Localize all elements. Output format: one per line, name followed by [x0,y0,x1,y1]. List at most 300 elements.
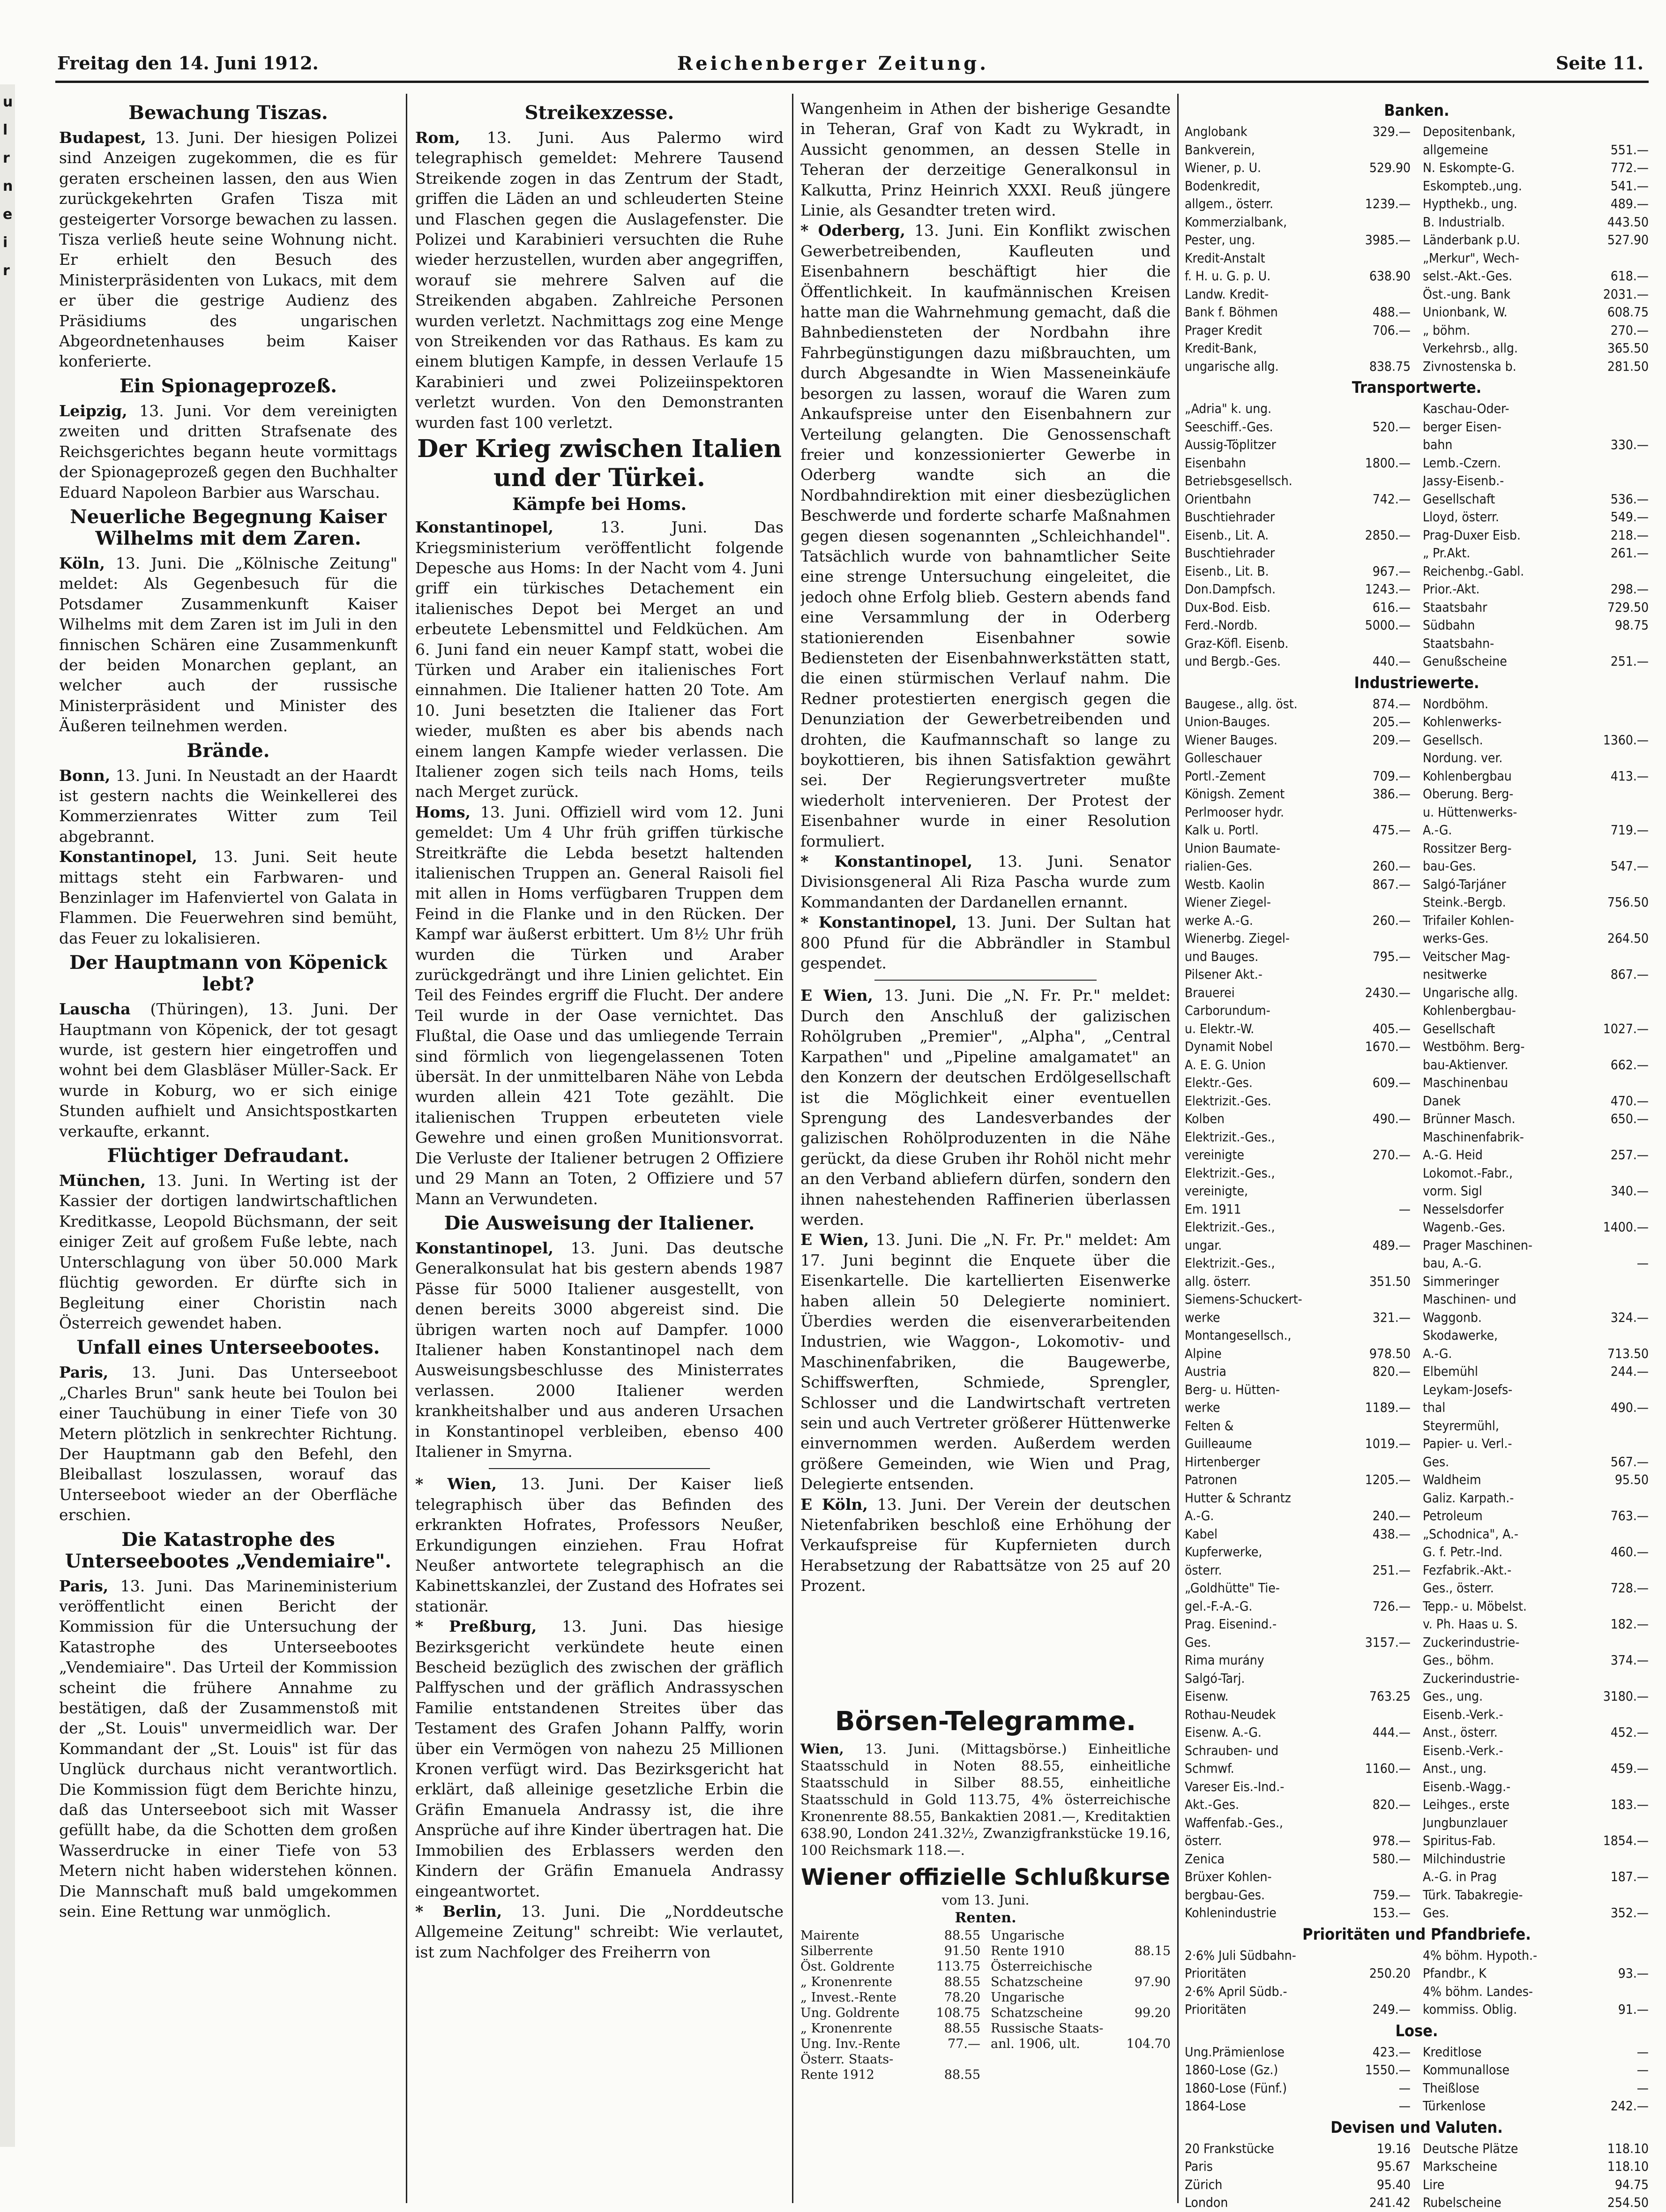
quote-name: Eisenb., Lit. B. [1185,563,1269,579]
quote-name: Königsh. Zement [1185,786,1285,802]
quote-name: u. Hüttenwerks- [1423,804,1517,820]
quote-row [1185,1345,1411,1363]
boerse-title: Börsen-Telegramme. [835,1706,1136,1737]
quote-name: Trifailer Kohlen- [1423,912,1514,928]
quote-row [1423,2043,1649,2062]
article-dateline: * Konstantinopel, [800,852,973,871]
quote-value: 616.— [1372,599,1411,615]
quote-row [1423,526,1649,545]
quote-name: Aussig-Töplitzer [1185,437,1277,452]
renten-heading: Renten. [955,1910,1016,1926]
quote-value: 520.— [1372,419,1411,435]
quote-value: 205.— [1372,714,1411,729]
quote-name: Hirtenberger [1185,1454,1260,1470]
quote-row [1185,1146,1411,1164]
quote-value: 104.70 [1126,2037,1171,2051]
quote-name: vorm. Sigl [1423,1183,1482,1199]
quote-row [1185,1579,1411,1597]
margin-letter: i [3,234,8,251]
quote-row [1423,2061,1649,2079]
quote-row [1185,562,1411,581]
quote-row [1185,1309,1411,1327]
quote-name: allg. österr. [1185,1273,1251,1289]
quote-value: 536.— [1610,491,1649,507]
quote-name: Buschtiehrader [1185,509,1275,525]
quote-value: 1670.— [1365,1039,1411,1054]
quote-value: 374.— [1610,1652,1649,1668]
quote-name: Oberung. Berg- [1423,786,1514,802]
quote-row [1423,490,1649,509]
quote-row [1423,1002,1649,1020]
quote-name: Kohlenbergbau [1423,768,1512,784]
quote-name: Lloyd, österr. [1423,509,1499,525]
quote-value: 182.— [1610,1616,1649,1632]
quote-value: 729.50 [1607,599,1649,615]
article-dateline: E Köln, [800,1495,868,1514]
article-paragraph [800,985,1171,1230]
quote-name: Berg- u. Hütten- [1185,1381,1280,1397]
article-text: 13. Juni. Die „N. Fr. Pr." meldet: Durch den Anschluß der galizischen Rohölgruben „Premier", „Alpha", „Central Karpathen" und „Pipeline amalgamatet" an den Konzern der deutschen Erdölgesellschaft ist die Möglichkeit einer eventuellen Sprengung des Landesverbandes der galizischen Rohölproduzenten in die Nähe gerückt, da diese Gruben ihr Rohöl nicht mehr an den Verband abliefern dürfen, sondern den ihnen nahestehenden Raffinerien überlassen werden. [800,986,1171,1229]
quote-name: Ung. Goldrente [800,2006,900,2020]
quote-row [1423,580,1649,599]
quote-value: 209.— [1372,732,1411,748]
quote-row [1185,1543,1411,1561]
quote-value: 978.50 [1369,1345,1411,1361]
quote-name: Kalk u. Portl. [1185,822,1259,838]
quote-row [1185,1290,1411,1309]
quote-name: Kohlenwerks- [1423,714,1502,729]
quote-row [1185,1760,1411,1778]
quote-value: 489.— [1610,196,1649,211]
article-dateline: E Wien, [800,1230,869,1249]
quote-value: 329.— [1372,124,1411,139]
quote-row [1185,123,1411,141]
quote-name: Steink.-Bergb. [1423,894,1506,910]
quote-name: A.-G. [1185,1508,1214,1523]
quote-value: 1189.— [1365,1400,1411,1415]
quote-row [1185,1200,1411,1219]
article-text: 13. Juni. Offiziell wird vom 12. Juni gemeldet: Um 4 Uhr früh griffen türkische Streitkräfte die Lebda besetzt haltenden italienischen Truppen an. General Raisoli fiel mit allen in Homs verfügbaren Truppen dem Feind in die Flanke und in den Rücken. Der Kampf war äußerst erbittert. Um 8½ Uhr früh wurden die Türken und Araber zurückgedrängt und ihre Linien gelichtet. Ein Teil des Feindes ergriff die Flucht. Der andere Teil wurde in der Oase vernichtet. Das Flußtal, die Oase und das umliegende Terrain sind förmlich von liegengelassenen Toten übersät. In der unmittelbaren Nähe von Lebda wurden allein 421 Tote gezählt. Die italienischen Truppen erbeuteten viele Gewehre und einen großen Munitionsvorrat. Die Verluste der Italiener betrugen 2 Offiziere und 29 Mann an Toten, 2 Offiziere und 57 Mann an Verwundeten. [415,802,784,1208]
quote-value: 352.— [1610,1905,1649,1920]
quote-name: werke A.-G. [1185,912,1253,928]
quote-name: Prager Maschinen- [1423,1237,1532,1253]
quote-row [1423,400,1649,418]
quote-row [1423,1561,1649,1580]
quote-name: Eisenbahn [1185,455,1246,471]
quote-name: Steyrermühl, [1423,1417,1499,1433]
article-headline: Die Ausweisung der Italiener. [444,1212,755,1234]
quote-row [1185,1615,1411,1634]
quote-row [1185,580,1411,599]
schlusskurse-title: Wiener offizielle Schlußkurse [801,1864,1170,1890]
article-text: 13. Juni. Das Marineministerium veröffentlicht einen Bericht der Kommission für die Untersuchung der Katastrophe des Unterseebootes „Vendemiaire". Das Urteil der Kommission scheint die frühere Annahme zu bestätigen, daß der Zusammenstoß mit der „St. Louis" unvermeidlich war. Der Kommandant der „St. Louis" ist für das Unglück durchaus nicht verantwortlich. Die Kommission fügt dem Berichte hinzu, daß das Unterseeboot sich mit Wasser gefüllt habe, da die Schotten dem großen Wasserdrucke in einer Tiefe von 53 Metern nicht haben widerstehen können. Die Mannschaft muß bald umgekommen sein. Eine Rettung war unmöglich. [59,1576,397,1921]
quote-name: A.-G. [1423,1345,1452,1361]
quote-value: — [1636,2080,1649,2096]
quote-name: Elektrizit.-Ges., [1185,1129,1275,1145]
quote-value: 1550.— [1365,2062,1411,2077]
quote-value: 423.— [1372,2044,1411,2060]
quote-row [1185,1651,1411,1670]
quote-row [1423,1983,1649,2001]
quote-row [1185,821,1411,840]
quote-row [1185,1597,1411,1616]
quote-value: 460.— [1610,1544,1649,1560]
quote-row [1185,857,1411,876]
article-text: 13. Juni. Seit heute mittags steht ein Farbwaren- und Benzinlager im Hafenviertel von Galata in Flammen. Die Feuerwehren sind bemüht, das Feuer zu lokalisieren. [59,847,397,947]
quote-row [1185,2001,1411,2019]
quote-name: Papier- u. Verl.- [1423,1436,1512,1451]
quote-name: Kreditlose [1423,2044,1482,2060]
market-section-heading: Transportwerte. [1352,378,1482,397]
quote-value: 19.16 [1376,2140,1411,2156]
quote-name: Türkenlose [1423,2098,1486,2114]
article-paragraph [415,1238,784,1462]
quote-name: Maschinenfabrik- [1423,1129,1524,1145]
quote-row [1185,1092,1411,1110]
quote-value: 440.— [1372,653,1411,669]
quote-row [1423,652,1649,671]
quote-name: Staatsbahn- [1423,635,1494,651]
quote-name: Maschinen- und [1423,1291,1517,1307]
quote-row [1185,526,1411,545]
quote-name: Leihges., erste [1423,1797,1509,1812]
quote-name: Öst.-ung. Bank [1423,286,1511,302]
quote-row [1185,177,1411,195]
quote-name: London [1185,2195,1228,2210]
quote-name: Kabel [1185,1526,1218,1542]
quote-row [1185,1110,1411,1128]
quote-value: 608.75 [1607,304,1649,320]
quote-name: Westböhm. Berg- [1423,1039,1525,1054]
masthead-title: Reichenberger Zeitung. [677,52,989,75]
quote-name: ungar. [1185,1237,1222,1253]
quote-row [1423,1381,1649,1399]
quote-row [1185,1182,1411,1200]
quote-row [1423,508,1649,526]
quote-value: 1400.— [1603,1219,1649,1235]
quote-name: G. f. Petr.-Ind. [1423,1544,1503,1560]
quote-name: Wienerbg. Ziegel- [1185,930,1290,946]
quote-name: 4% böhm. Landes- [1423,1983,1533,1999]
quote-value: — [1398,2080,1411,2096]
quote-name: Lemb.-Czern. [1423,455,1501,471]
quote-name: Lire [1423,2176,1445,2192]
header-rule [55,81,1649,83]
quote-value: 351.50 [1369,1273,1411,1289]
quote-name: Spiritus-Fab. [1423,1833,1496,1848]
quote-row [1185,1868,1411,1886]
market-section-table [1185,2043,1649,2115]
quote-row [1423,2194,1649,2212]
article-paragraph [800,1230,1171,1494]
quote-name: Bodenkredit, [1185,178,1260,194]
quote-row [1185,1327,1411,1345]
quote-row [1423,454,1649,472]
article-paragraph [59,401,397,502]
quote-row [1185,1525,1411,1544]
quote-row [1423,695,1649,713]
quote-row [1185,1965,1411,1983]
quote-value: 249.— [1372,2002,1411,2017]
quote-value: 763.25 [1369,1688,1411,1704]
quote-row [1423,1146,1649,1164]
quote-name: Gesellsch. [1423,732,1483,748]
quote-row [1423,966,1649,984]
quote-value: 405.— [1372,1020,1411,1036]
quote-value: 726.— [1372,1598,1411,1614]
article-text: (Thüringen), 13. Juni. Der Hauptmann von Köpenick, der tot gesagt wurde, ist gestern hier eingetroffen und wohnt bei dem Glasbläser Müller-Sack. Er wurde in Koburg, wo er sich einige Stunden aufhielt und Ansichtspostkarten verkaufte, erkannt. [59,1000,397,1140]
quote-row [1423,159,1649,177]
quote-name: Ges., böhm. [1423,1652,1494,1668]
quote-name: Ges. [1185,1634,1211,1650]
quote-name: Elektrizit.-Ges., [1185,1219,1275,1235]
quote-value: 551.— [1610,142,1649,157]
quote-row [1185,1417,1411,1435]
quote-name: Leykam-Josefs- [1423,1381,1513,1397]
quote-row [1185,472,1411,490]
quote-row [1423,1724,1649,1742]
quote-row [1423,1525,1649,1544]
quote-value: 97.90 [1134,1975,1171,1989]
quote-name: Siemens-Schuckert- [1185,1291,1302,1307]
quote-value: 874.— [1372,696,1411,712]
quote-value: 270.— [1610,322,1649,338]
quote-row [1423,1363,1649,1381]
quote-name: Rente 1910 [991,1944,1065,1958]
quote-row [800,1974,980,1990]
quote-row [800,2052,980,2067]
quote-value: 978.— [1372,1833,1411,1848]
quote-value: — [1636,2062,1649,2077]
article-paragraph [800,912,1171,973]
article-dateline: * Konstantinopel, [800,913,957,932]
quote-row [1185,876,1411,894]
quote-row [1185,1399,1411,1417]
quote-row [1423,1965,1649,1983]
quote-value: 1854.— [1603,1833,1649,1848]
quote-name: Ges., österr. [1423,1580,1494,1596]
quote-name: bau, A.-G. [1423,1255,1482,1271]
quote-row [1423,2176,1649,2194]
quote-value: 489.— [1372,1237,1411,1253]
article-paragraph [59,847,397,948]
quote-row [1185,1038,1411,1056]
quote-name: Bankverein, [1185,142,1255,157]
quote-row [1423,2097,1649,2115]
quote-value: 772.— [1610,160,1649,175]
quote-row [1423,1399,1649,1417]
quote-name: Schrauben- und [1185,1742,1279,1758]
quote-row [1423,1417,1649,1435]
quote-name: Felten & [1185,1417,1234,1433]
quote-name: Perlmooser hydr. [1185,804,1285,820]
quote-name: Prag-Duxer Eisb. [1423,527,1521,543]
quote-name: „Schodnica", A.- [1423,1526,1518,1542]
quote-row [1423,303,1649,322]
quote-name: Schatzscheine [991,1975,1083,1989]
article-headline: Streikexzesse. [524,102,674,124]
article-paragraph [800,851,1171,912]
article-dateline: Rom, [415,128,460,147]
quote-name: Pfandbr., K [1423,1965,1487,1981]
quote-value: 254.50 [1607,2195,1649,2210]
quote-value: — [1398,2098,1411,2114]
quote-row [1185,231,1411,249]
quote-name: N. Eskompte-G. [1423,160,1515,175]
quote-row [1423,231,1649,249]
article-headline: Neuerliche Begegnung Kaiser Wilhelms mit dem Zaren. [70,505,387,549]
quote-name: Theißlose [1423,2080,1479,2096]
margin-letter: n [3,178,13,195]
quote-row [1185,544,1411,562]
quote-name: Golleschauer [1185,750,1262,765]
quote-value: — [1636,2044,1649,2060]
quote-row [800,1943,980,1959]
column-divider [406,94,407,2203]
quote-row [1423,418,1649,436]
quote-name: Elektrizit.-Ges., [1185,1165,1275,1181]
quote-name: rialien-Ges. [1185,858,1253,874]
quote-name: ungarische allg. [1185,358,1279,374]
quote-value: 820.— [1372,1797,1411,1812]
quote-name: Markscheine [1423,2159,1498,2174]
quote-value: 95.40 [1376,2176,1411,2192]
quote-name: Wiener Ziegel- [1185,894,1271,910]
quote-row [1185,1850,1411,1868]
quote-value: 3157.— [1365,1634,1411,1650]
market-section-table [1185,695,1649,1922]
quote-row [1423,1778,1649,1796]
article-dateline: Bonn, [59,766,111,785]
quote-row [800,1990,980,2005]
quote-value: 1239.— [1365,196,1411,211]
quote-name: Austria [1185,1364,1226,1379]
quote-row [1423,1020,1649,1038]
quote-row [1185,1381,1411,1399]
quote-row [1423,1164,1649,1183]
quote-name: Deutsche Plätze [1423,2140,1518,2156]
quote-name: Kommunallose [1423,2062,1510,2077]
quote-name: Hypthekb., ung. [1423,196,1517,211]
quote-value: 529.90 [1369,160,1411,175]
quote-name: v. Ph. Haas u. S. [1423,1616,1518,1632]
quote-value: 3985.— [1365,232,1411,247]
quote-value: 88.15 [1134,1944,1171,1958]
quote-value: 153.— [1372,1905,1411,1920]
quote-row [1185,436,1411,454]
quote-name: Veitscher Mag- [1423,948,1510,964]
quote-name: Zuckerindustrie- [1423,1634,1520,1650]
quote-name: Länderbank p.U. [1423,232,1520,247]
article-text: 13. Juni. Ein Konflikt zwischen Gewerbetreibenden, Kaufleuten und Eisenbahnern beschäftigt hier die Öffentlichkeit. In kaufmännischen Kreisen hatte man die Wahrnehmung gemacht, daß die Bahnbediensteten der Nordbahn ihre Fahrbegünstigungen dazu mißbrauchten, um durch Abgesandte in Wien Masseneinkäufe besorgen zu lassen, worauf die Waren zum Ankaufspreise unter den Eisenbahnern zur Verteilung gelangten. Die Genossenschaft freier und konzessionierter Gewerbe in Oderberg wandte sich an die Nordbahndirektion mit einer diesbezüglichen Beschwerde und forderte scharfe Maßnahmen gegen diesen sogenannten „Schleichhandel". Tatsächlich wurde von bahnamtlicher Seite eine strenge Untersuchung eingeleitet, die jedoch ohne Erfolg blieb. Gestern abends fand eine Versammlung der in Oderberg stationierenden Eisenbahner sowie Bediensteten der Eisenbahnwerkstätten statt, die einen stürmischen Verlauf nahm. Die Redner protestierten energisch gegen die Denunziation der Gewerbetreibenden und drohten, die Kaufmannschaft so lange zu boykottieren, bis ihnen Satisfaktion gewährt sei. Der Regierungsvertreter mußte wiederholt intervenieren. Der Protest der Eisenbahner wurde in einer Resolution formuliert. [800,221,1171,850]
quote-row [800,2036,980,2052]
quote-row [1423,213,1649,232]
quote-name: Silberrente [800,1944,874,1958]
quote-value: 94.75 [1614,2176,1649,2192]
quote-row [1185,508,1411,526]
quote-value: 756.50 [1607,894,1649,910]
quote-value: 580.— [1372,1851,1411,1867]
quote-value: 241.42 [1369,2195,1411,2210]
article-text: 13. Juni. Die „Norddeutsche Allgemeine Zeitung" schreibt: Wie verlautet, ist zum Nachfolger des Freiherrn von [415,1902,784,1961]
article-paragraph [800,1494,1171,1596]
quote-row [1185,1020,1411,1038]
article-paragraph [415,127,784,433]
article-dateline: Köln, [59,554,105,572]
quote-value: 650.— [1610,1111,1649,1126]
quote-row [1423,1290,1649,1309]
quote-name: Öst. Goldrente [800,1959,895,1974]
article-text: 13. Juni. Das hiesige Bezirksgericht verkündete heute einen Bescheid bezüglich des zwischen der gräflich Palffyschen und der gräflich Andrassyschen Familie entstandenen Streites über das Testament des Grafen Johann Palffy, worin über ein Vermögen von nahezu 25 Millionen Kronen verfügt wird. Das Bezirksgericht hat erklärt, daß alleinige gesetzliche Erbin die Gräfin Emanuela Andrassy ist, die ihre Ansprüche auf ihre Kinder übertragen hat. Die Immobilien des Erblassers werden den Kindern der Gräfin Emanuela Andrassy eingeantwortet. [415,1617,784,1900]
quote-row [1185,454,1411,472]
quote-name: A.-G. Heid [1423,1147,1483,1162]
quote-value: 413.— [1610,768,1649,784]
quote-value: — [1636,1255,1649,1271]
quote-row [1185,635,1411,653]
quote-row [1185,1237,1411,1255]
quote-name: Jassy-Eisenb.- [1423,473,1504,488]
quote-name: anl. 1906, ult. [991,2037,1080,2051]
market-section-heading: Banken. [1384,101,1449,120]
quote-name: vereinigte [1185,1147,1244,1162]
quote-value: 759.— [1372,1887,1411,1903]
quote-row [1423,249,1649,268]
quote-name: Wiener Bauges. [1185,732,1278,748]
article-paragraph [59,1362,397,1525]
quote-value: 867.— [1372,876,1411,892]
quote-value: 488.— [1372,304,1411,320]
quote-name: Ungarische [991,1990,1065,2005]
quote-row [1423,1074,1649,1092]
quote-name: Salgó-Tarj. [1185,1670,1245,1686]
quote-row [1185,1164,1411,1183]
quote-row [1423,785,1649,803]
quote-name: 1864-Lose [1185,2098,1246,2114]
quote-value: 763.— [1610,1508,1649,1523]
article-paragraph [415,1901,784,1962]
article-headline: Die Katastrophe des Unterseebootes „Vendemiaire". [65,1528,392,1572]
quote-name: Zivnostenska b. [1423,358,1517,374]
quote-row [1423,1579,1649,1597]
quote-value: 78.20 [944,1990,980,2005]
quote-row [1423,713,1649,731]
quote-name: Paris [1185,2159,1213,2174]
quote-row [1423,1868,1649,1886]
quote-value: 183.— [1610,1797,1649,1812]
header-date: Freitag den 14. Juni 1912. [57,52,319,74]
quote-name: A.-G. in Prag [1423,1869,1497,1884]
quote-name: Simmeringer [1423,1273,1499,1289]
quote-row [1423,2158,1649,2176]
quote-name: Kupferwerke, [1185,1544,1263,1560]
quote-name: nesitwerke [1423,967,1487,982]
quote-name: Rente 1912 [800,2068,874,2082]
quote-row [1185,731,1411,750]
quote-value: 1019.— [1365,1436,1411,1451]
quote-value: 77.— [948,2037,980,2051]
quote-row [1423,984,1649,1002]
quote-value: 742.— [1372,491,1411,507]
article-headline: Unfall eines Unterseebootes. [76,1336,380,1359]
article-text: 13. Juni. Das Unterseeboot „Charles Brun" sank heute bei Toulon bei einer Tauchübung in einer Tiefe von 30 Metern plötzlich in senkrechter Richtung. Der Hauptmann gab den Befehl, den Bleiballast loszulassen, worauf das Unterseeboot wieder an der Oberfläche erschien. [59,1363,397,1524]
quote-name: Brünner Masch. [1423,1111,1516,1126]
quote-row [1185,267,1411,285]
quote-row [1423,2079,1649,2098]
quote-row [1423,1796,1649,1814]
quote-value: 113.75 [936,1959,980,1974]
quote-value: 108.75 [936,2006,980,2020]
quote-value: 244.— [1610,1364,1649,1379]
